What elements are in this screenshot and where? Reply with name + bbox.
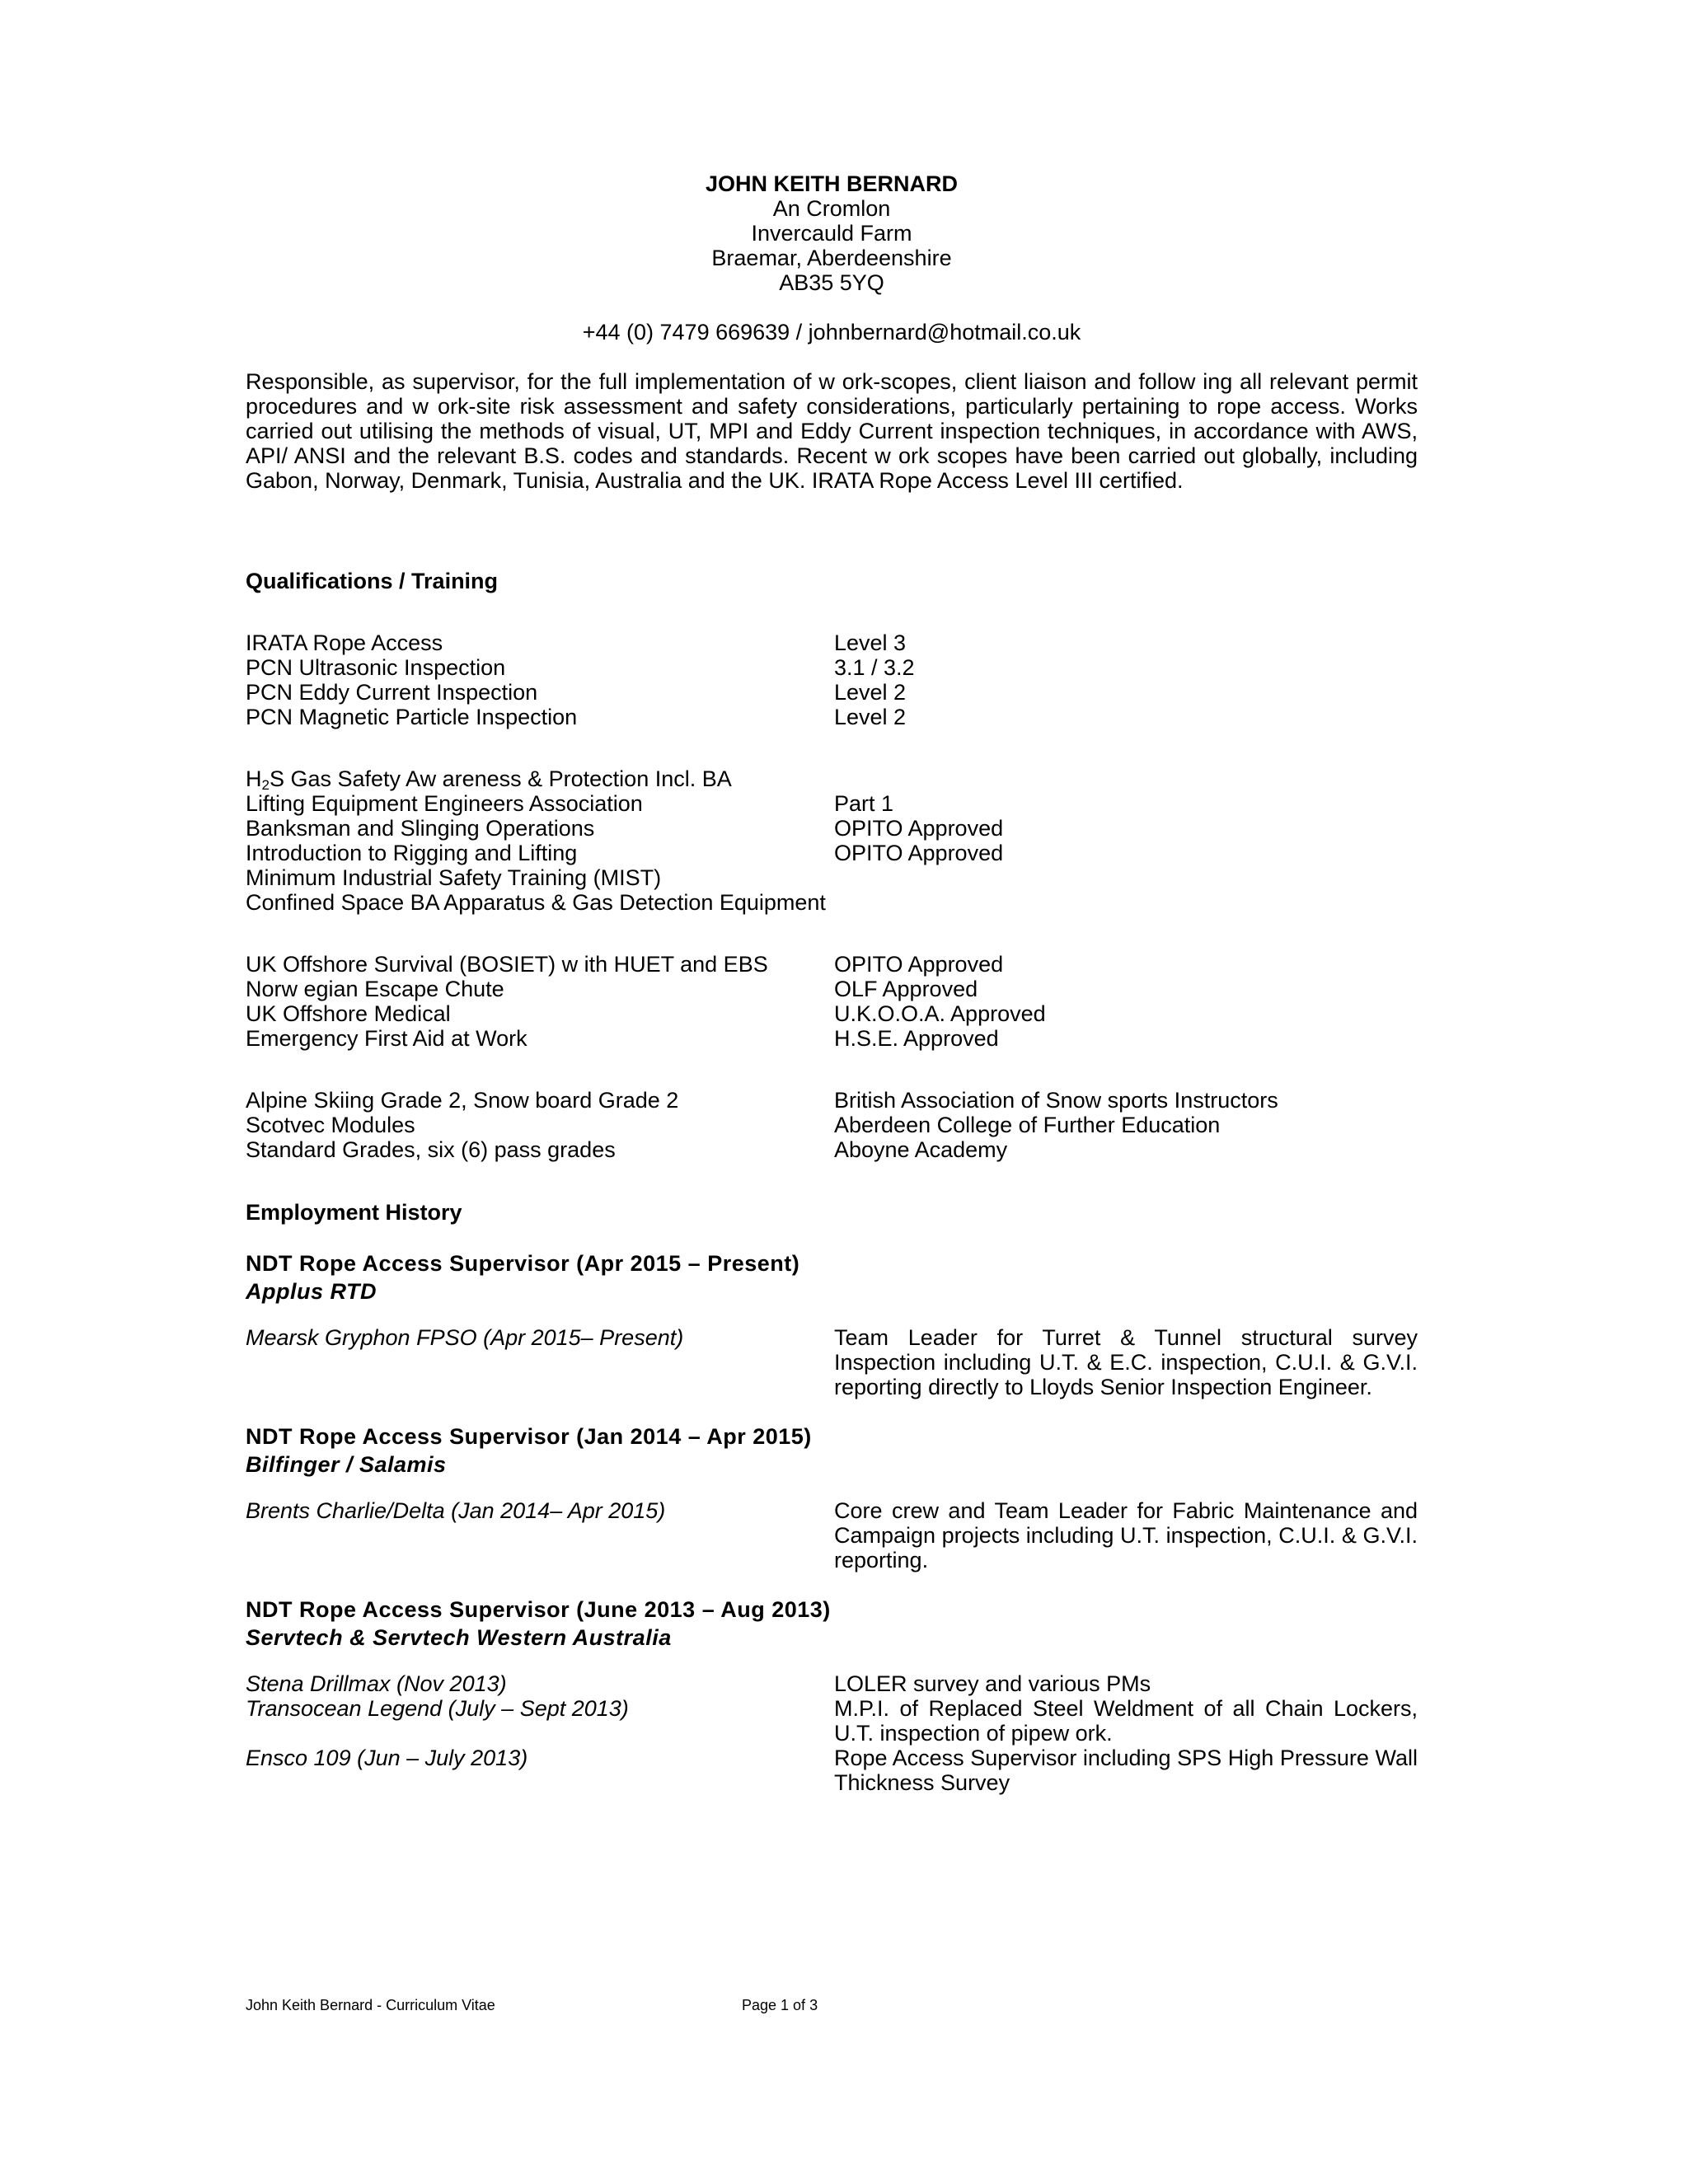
qualification-name: PCN Magnetic Particle Inspection — [246, 705, 578, 729]
qualifications-group — [246, 630, 1418, 729]
job-entry — [246, 1671, 1418, 1696]
job-block — [246, 1251, 1418, 1399]
address-line: AB35 5YQ — [779, 270, 884, 295]
qualification-level: Level 2 — [834, 680, 907, 705]
qualification-row — [246, 1088, 1418, 1113]
h2s-prefix: H — [246, 766, 262, 791]
qualification-level: U.K.O.O.A. Approved — [834, 1001, 1046, 1026]
qualification-name: Emergency First Aid at Work — [246, 1026, 528, 1051]
qualification-name: PCN Eddy Current Inspection — [246, 680, 538, 705]
job-block — [246, 1424, 1418, 1572]
h2s-subscript: 2 — [261, 777, 270, 793]
job-entry — [246, 1696, 1418, 1746]
qualification-name: Banksman and Slinging Operations — [246, 816, 595, 841]
job-description: Team Leader for Turret & Tunnel structural survey Inspection including U.T. & E.C. inspection, C.U.I. & G.V.I. reporting directly to Lloyds Senior Inspection Engineer. — [834, 1325, 1418, 1399]
qualifications-heading: Qualifications / Training — [246, 569, 499, 593]
job-location: Ensco 109 (Jun – July 2013) — [246, 1746, 528, 1770]
job-company: Applus RTD — [246, 1279, 377, 1304]
qualification-name: UK Offshore Medical — [246, 1001, 451, 1026]
cv-page — [246, 171, 1418, 1795]
job-location: Transocean Legend (July – Sept 2013) — [246, 1696, 629, 1721]
qualification-row — [246, 841, 1418, 865]
qualification-name: Scotvec Modules — [246, 1113, 415, 1137]
qualifications-group — [246, 952, 1418, 1051]
job-role: NDT Rope Access Supervisor (June 2013 – Aug 2013) — [246, 1597, 831, 1622]
qualification-name: UK Offshore Survival (BOSIET) w ith HUET and EBS — [246, 952, 768, 977]
address-line: Invercauld Farm — [751, 221, 912, 246]
qualification-row — [246, 655, 1418, 680]
qualification-name: Confined Space BA Apparatus & Gas Detection Equipment — [246, 890, 826, 915]
qualification-level: Part 1 — [834, 791, 894, 816]
qualification-level: OPITO Approved — [834, 841, 1004, 865]
job-block — [246, 1597, 1418, 1795]
qualification-level: Aberdeen College of Further Education — [834, 1113, 1221, 1137]
job-description: LOLER survey and various PMs — [834, 1671, 1151, 1696]
job-location: Brents Charlie/Delta (Jan 2014– Apr 2015) — [246, 1498, 666, 1523]
qualification-level: Level 3 — [834, 630, 907, 655]
candidate-name: JOHN KEITH BERNARD — [705, 171, 959, 196]
job-location: Stena Drillmax (Nov 2013) — [246, 1671, 507, 1696]
qualification-name: Minimum Industrial Safety Training (MIST) — [246, 865, 662, 890]
qualification-name: Alpine Skiing Grade 2, Snow board Grade 2 — [246, 1088, 679, 1113]
qualification-level: Aboyne Academy — [834, 1137, 1008, 1162]
job-role: NDT Rope Access Supervisor (Jan 2014 – Apr 2015) — [246, 1424, 812, 1449]
qualification-name: Norw egian Escape Chute — [246, 977, 504, 1001]
qualification-row — [246, 890, 1418, 915]
qualifications-group — [246, 1088, 1418, 1162]
footer-page-number: Page 1 of 3 — [742, 1997, 818, 2013]
qualification-level — [834, 766, 1418, 791]
qualification-level: OPITO Approved — [834, 952, 1004, 977]
job-role: NDT Rope Access Supervisor (Apr 2015 – Present) — [246, 1251, 800, 1276]
qualification-row — [246, 680, 1418, 705]
h2s-rest: S Gas Safety Aw areness & Protection Incl. BA — [269, 766, 732, 791]
job-entry — [246, 1498, 1418, 1572]
qualification-row — [246, 977, 1418, 1001]
job-location: Mearsk Gryphon FPSO (Apr 2015– Present) — [246, 1325, 684, 1350]
address-line: Braemar, Aberdeenshire — [711, 246, 952, 270]
qualification-name: Introduction to Rigging and Lifting — [246, 841, 578, 865]
qualification-level: Level 2 — [834, 705, 907, 729]
qualification-row — [246, 865, 1418, 890]
job-company: Servtech & Servtech Western Australia — [246, 1625, 672, 1650]
job-description: Core crew and Team Leader for Fabric Maintenance and Campaign projects including U.T. inspection, C.U.I. & G.V.I. reporting. — [834, 1498, 1418, 1572]
qualification-name — [246, 766, 834, 791]
footer-document-title: John Keith Bernard - Curriculum Vitae — [246, 1997, 495, 2013]
qualifications-group — [246, 766, 1418, 915]
qualification-name: Standard Grades, six (6) pass grades — [246, 1137, 616, 1162]
qualification-row — [246, 1113, 1418, 1137]
qualification-row — [246, 630, 1418, 655]
qualification-name: Lifting Equipment Engineers Association — [246, 791, 643, 816]
qualification-name: PCN Ultrasonic Inspection — [246, 655, 506, 680]
qualification-row — [246, 952, 1418, 977]
qualification-row — [246, 1001, 1418, 1026]
qualification-level: 3.1 / 3.2 — [834, 655, 915, 680]
contact-details: +44 (0) 7479 669639 / johnbernard@hotmail.co.uk — [582, 320, 1081, 344]
qualification-row — [246, 1026, 1418, 1051]
qualification-row — [246, 705, 1418, 729]
job-entry — [246, 1325, 1418, 1399]
job-company: Bilfinger / Salamis — [246, 1452, 447, 1477]
qualification-level: OPITO Approved — [834, 816, 1004, 841]
qualification-row — [246, 766, 1418, 791]
job-description: Rope Access Supervisor including SPS High Pressure Wall Thickness Survey — [834, 1746, 1418, 1795]
qualification-name: IRATA Rope Access — [246, 630, 443, 655]
address-line: An Cromlon — [772, 196, 891, 221]
qualification-row — [246, 816, 1418, 841]
qualification-level: OLF Approved — [834, 977, 978, 1001]
job-description: M.P.I. of Replaced Steel Weldment of all Chain Lockers, U.T. inspection of pipew ork. — [834, 1696, 1418, 1746]
qualification-row — [246, 791, 1418, 816]
qualification-row — [246, 1137, 1418, 1162]
qualification-level: H.S.E. Approved — [834, 1026, 999, 1051]
employment-heading: Employment History — [246, 1200, 462, 1225]
qualification-level: British Association of Snow sports Instructors — [834, 1088, 1278, 1113]
cv-header — [246, 171, 1418, 295]
profile-summary: Responsible, as supervisor, for the full implementation of w ork-scopes, client liaison and follow ing all relevant permit procedures and w ork-site risk assessment and safety considerations, particularly pertaining to rope access. Works carried out utilising the methods of visual, UT, MPI and Eddy Current inspection techniques, in accordance with AWS, API/ ANSI and the relevant B.S. codes and standards. Recent w ork scopes have been carried out globally, including Gabon, Norway, Denmark, Tunisia, Australia and the UK. IRATA Rope Access Level III certified. — [246, 369, 1418, 493]
job-entry — [246, 1746, 1418, 1795]
